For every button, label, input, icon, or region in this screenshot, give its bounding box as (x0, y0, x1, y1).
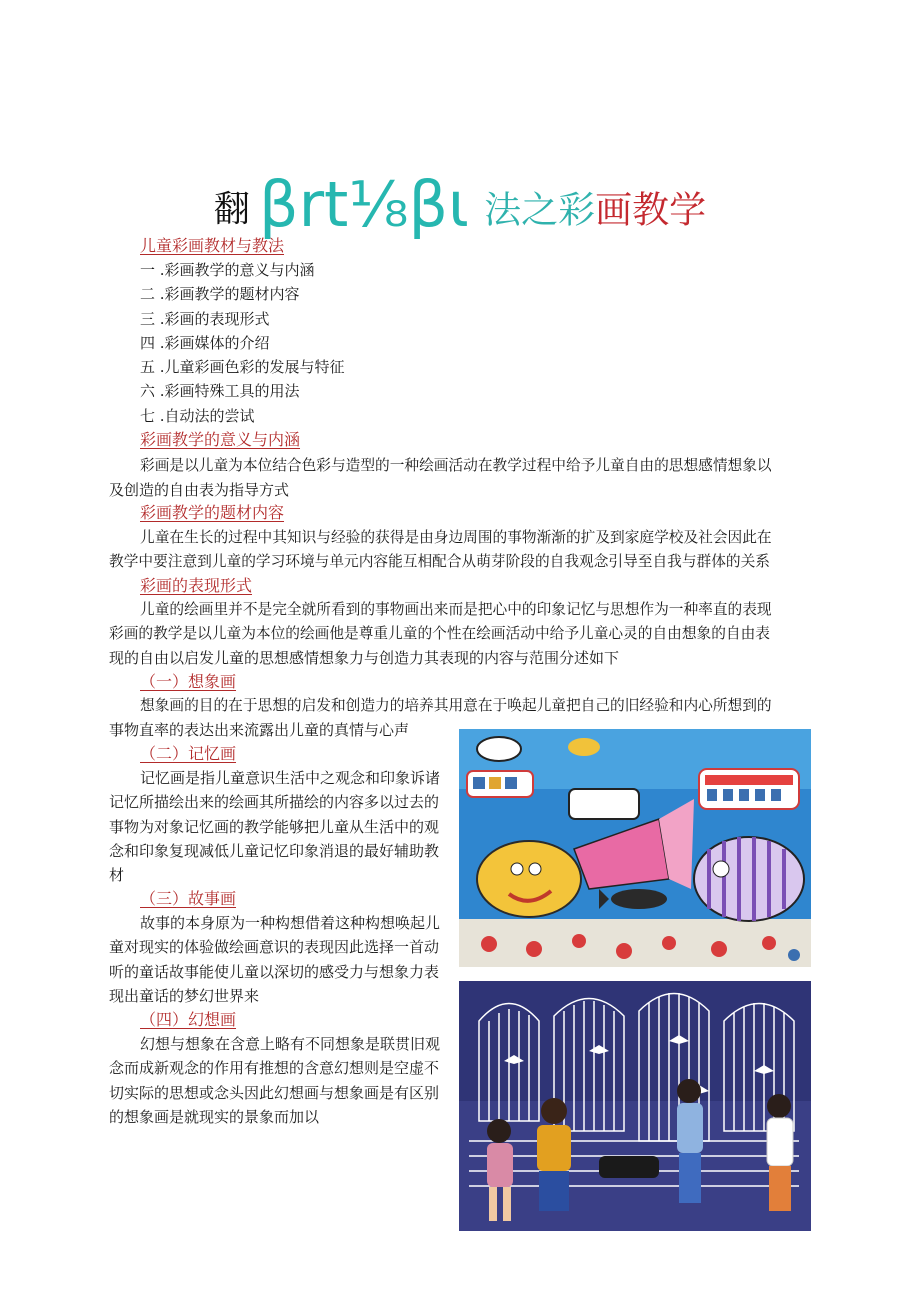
toc-item: 一 .彩画教学的意义与内涵 (140, 261, 315, 279)
paragraph-line: 现的自由以启发儿童的思想感情想象力与创造力其表现的内容与范围分述如下 (109, 649, 620, 667)
paragraph-line: 儿童在生长的过程中其知识与经验的获得是由身边周围的事物渐渐的扩及到家庭学校及社会因此在 (140, 529, 772, 546)
underwater-fish-painting (459, 729, 811, 967)
subsection-heading: （二）记忆画 (140, 744, 237, 763)
paragraph-line: 记忆所描绘出来的绘画其所描绘的内容多以过去的 (109, 793, 440, 811)
paragraph-line: 听的童话故事能使儿童以深切的感受力与想象力表 (109, 963, 440, 981)
birdcage-children-painting (459, 981, 811, 1231)
paragraph-line: 及创造的自由表为指导方式 (109, 481, 290, 499)
subsection-heading: （一）想象画 (140, 672, 237, 691)
title-mid: 法之彩 (484, 188, 596, 232)
section-heading: 彩画的表现形式 (140, 576, 253, 595)
section-heading: 彩画教学的意义与内涵 (140, 430, 301, 449)
paragraph-line: 彩画的教学是以儿童为本位的绘画他是尊重儿童的个性在绘画活动中给予儿童心灵的自由想象的自由表 (109, 625, 770, 642)
toc-item: 三 .彩画的表现形式 (140, 310, 270, 328)
paragraph-line: 切实际的思想或念头因此幻想画与想象画是有区别 (109, 1084, 440, 1102)
paragraph-line: 念而成新观念的作用有推想的含意幻想则是空虚不 (109, 1059, 440, 1077)
paragraph-line: 幻想与想象在含意上略有不同想象是联贯旧观 (140, 1035, 441, 1053)
title-garbled: βrt⅛βι (259, 168, 470, 241)
section-heading: 彩画教学的题材内容 (140, 503, 285, 522)
paragraph-line: 事物直率的表达出来流露出儿童的真情与心声 (109, 721, 410, 739)
paragraph-line: 儿童的绘画里并不是完全就所看到的事物画出来而是把心中的印象记忆与思想作为一种率直的表现 (140, 601, 772, 618)
paragraph-line: 故事的本身原为一种构想借着这种构想唤起儿 (140, 914, 441, 932)
toc-item: 四 .彩画媒体的介绍 (140, 334, 270, 352)
toc-item: 七 .自动法的尝试 (140, 407, 255, 425)
toc-heading: 儿童彩画教材与教法 (140, 236, 285, 255)
subsection-heading: （四）幻想画 (140, 1010, 237, 1029)
paragraph-line: 材 (109, 866, 125, 884)
title-prefix: 翻 (213, 189, 250, 230)
paragraph-line: 彩画是以儿童为本位结合色彩与造型的一种绘画活动在教学过程中给予儿童自由的思想感情想象以 (140, 457, 772, 474)
toc-item: 二 .彩画教学的题材内容 (140, 285, 300, 303)
toc-item: 五 .儿童彩画色彩的发展与特征 (140, 358, 345, 376)
paragraph-line: 教学中要注意到儿童的学习环境与单元内容能互相配合从萌芽阶段的自我观念引导至自我与群体的关系 (109, 553, 770, 570)
title-end: 画教学 (595, 188, 707, 232)
paragraph-line: 现出童话的梦幻世界来 (109, 987, 260, 1005)
subsection-heading: （三）故事画 (140, 889, 237, 908)
paragraph-line: 事物为对象记忆画的教学能够把儿童从生活中的观 (109, 818, 440, 836)
paragraph-line: 记忆画是指儿童意识生活中之观念和印象诉诸 (140, 769, 441, 787)
paragraph-line: 想象画的目的在于思想的启发和创造力的培养其用意在于唤起儿童把自己的旧经验和内心所想到的 (140, 697, 772, 714)
paragraph-line: 童对现实的体验做绘画意识的表现因此选择一首动 (109, 938, 440, 956)
paragraph-line: 念和印象复现减低儿童记忆印象消退的最好辅助教 (109, 842, 440, 860)
paragraph-line: 的想象画是就现实的景象而加以 (109, 1108, 320, 1126)
toc-item: 六 .彩画特殊工具的用法 (140, 382, 300, 400)
page-title (0, 170, 920, 243)
